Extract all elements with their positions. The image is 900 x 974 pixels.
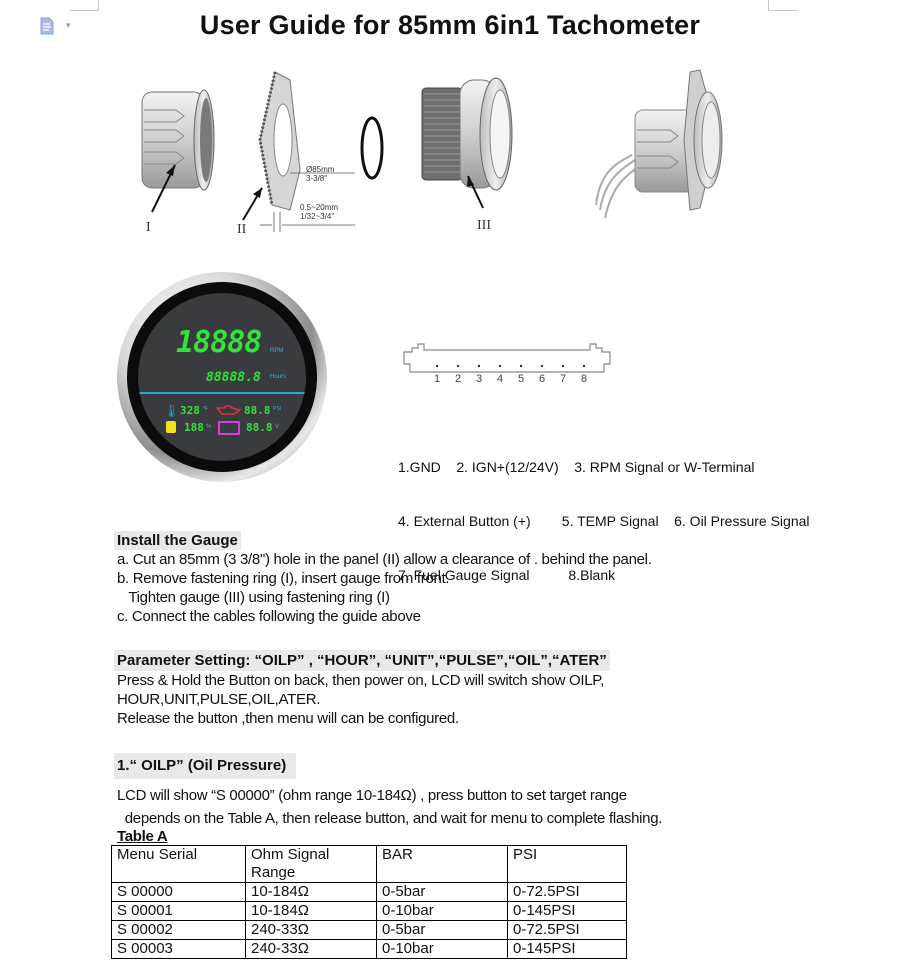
table-row bbox=[112, 921, 627, 940]
o-ring-part bbox=[362, 118, 382, 178]
pin-number-1: 1 bbox=[434, 373, 441, 385]
voltage-value: 88.8 bbox=[246, 421, 273, 434]
table-cell: 0-5bar bbox=[377, 921, 508, 940]
pin-number-8: 8 bbox=[581, 373, 588, 385]
pin-number-7: 7 bbox=[560, 373, 567, 385]
oilp-line-2: depends on the Table A, then release button, and wait for menu to complete flashing. bbox=[117, 810, 663, 827]
parameter-heading: Parameter Setting: “OILP” , “HOUR”, “UNIT”,“PULSE”,“OIL”,“ATER” bbox=[114, 650, 610, 671]
oil-can-icon bbox=[216, 403, 242, 421]
table-cell: 0-10bar bbox=[377, 940, 508, 959]
table-cell: 0-72.5PSI bbox=[508, 921, 627, 940]
table-a bbox=[111, 845, 627, 959]
display-divider bbox=[138, 392, 306, 394]
oilp-section bbox=[117, 753, 662, 844]
table-row bbox=[112, 902, 627, 921]
pinout-line-2: 4. External Button (+) 5. TEMP Signal 6. Oil Pressure Signal bbox=[398, 513, 810, 529]
hole-dimension-label: Ø85mm 3-3/8" bbox=[306, 165, 335, 183]
hours-unit: Hours bbox=[270, 374, 287, 380]
table-cell: 0-72.5PSI bbox=[508, 883, 627, 902]
table-cell: 240-33Ω bbox=[246, 940, 377, 959]
table-cell: 240-33Ω bbox=[246, 921, 377, 940]
table-cell: 0-5bar bbox=[377, 883, 508, 902]
gauge-face bbox=[138, 293, 306, 461]
table-cell: 10-184Ω bbox=[246, 883, 377, 902]
install-line-b2: Tighten gauge (III) using fastening ring (I) bbox=[117, 589, 390, 606]
document-menu-caret-icon[interactable]: ▾ bbox=[66, 20, 71, 30]
battery-icon bbox=[218, 421, 240, 435]
thickness-dimension-label: 0.5~20mm 1/32~3/4" bbox=[300, 203, 339, 221]
table-row bbox=[112, 883, 627, 902]
table-cell: 10-184Ω bbox=[246, 902, 377, 921]
install-line-b: b. Remove fastening ring (I), insert gauge from front. bbox=[117, 570, 450, 587]
pin-number-6: 6 bbox=[539, 373, 546, 385]
temperature-icon: 🌡 bbox=[164, 404, 180, 418]
install-line-a: a. Cut an 85mm (3 3/8") hole in the panel (II) allow a clearance of . behind the panel. bbox=[117, 551, 652, 568]
pin-number-2: 2 bbox=[455, 373, 462, 385]
pinout-line-3: 7. Fuel Gauge Signal 8.Blank bbox=[398, 567, 616, 583]
table-cell: 0-145PSI bbox=[508, 902, 627, 921]
table-header-cell: PSI bbox=[508, 846, 627, 883]
table-cell: 0-145PSI bbox=[508, 940, 627, 959]
hours-value: 88888.8 bbox=[206, 370, 261, 385]
fuel-icon bbox=[166, 421, 176, 433]
oilp-line-1: LCD will show “S 00000” (ohm range 10-184Ω) , press button to set target range bbox=[117, 787, 627, 804]
oil-pressure-unit: PSI bbox=[273, 406, 282, 412]
rpm-unit: RPM bbox=[270, 348, 284, 354]
connector-diagram bbox=[400, 338, 616, 376]
fuel-unit: % bbox=[206, 424, 212, 430]
table-cell: S 00002 bbox=[112, 921, 246, 940]
assembled-gauge-illustration bbox=[596, 70, 722, 218]
pin-number-4: 4 bbox=[497, 373, 504, 385]
pin-number-3: 3 bbox=[476, 373, 483, 385]
table-header-cell: Ohm Signal Range bbox=[246, 846, 377, 883]
temperature-unit: °F bbox=[203, 406, 209, 412]
temperature-value: 328 bbox=[180, 404, 200, 417]
voltage-unit: V bbox=[275, 424, 280, 430]
oil-pressure-value: 88.8 bbox=[244, 404, 271, 417]
install-line-c: c. Connect the cables following the guide above bbox=[117, 608, 421, 625]
table-header-cell: Menu Serial bbox=[112, 846, 246, 883]
rpm-value: 18888 bbox=[176, 325, 262, 360]
gauge-body-part bbox=[422, 78, 512, 190]
table-cell: S 00001 bbox=[112, 902, 246, 921]
gauge-display-photo bbox=[117, 272, 327, 482]
part-label-ii: II bbox=[237, 222, 247, 237]
table-cell: S 00003 bbox=[112, 940, 246, 959]
install-heading: Install the Gauge bbox=[114, 531, 241, 550]
table-header-row bbox=[112, 846, 627, 883]
table-a-caption: Table A bbox=[117, 828, 168, 845]
install-section bbox=[117, 531, 652, 626]
part-label-i: I bbox=[146, 220, 151, 235]
fuel-value: 188 bbox=[184, 421, 204, 434]
panel-part bbox=[260, 72, 300, 210]
oilp-heading: 1.“ OILP” (Oil Pressure) bbox=[114, 753, 296, 779]
table-cell: S 00000 bbox=[112, 883, 246, 902]
parameter-line-3: Release the button ,then menu will can be configured. bbox=[117, 710, 459, 727]
part-label-iii: III bbox=[477, 218, 491, 233]
gauge-inner-bezel bbox=[127, 282, 317, 472]
page-title: User Guide for 85mm 6in1 Tachometer bbox=[199, 10, 701, 40]
pinout-line-1: 1.GND 2. IGN+(12/24V) 3. RPM Signal or W-Terminal bbox=[398, 459, 755, 475]
table-row bbox=[112, 940, 627, 959]
parameter-line-1: Press & Hold the Button on back, then power on, LCD will switch show OILP, bbox=[117, 672, 604, 689]
parameter-line-2: HOUR,UNIT,PULSE,OIL,ATER. bbox=[117, 691, 321, 708]
pin-number-5: 5 bbox=[518, 373, 525, 385]
parameter-section bbox=[117, 650, 610, 728]
exploded-view-diagram bbox=[100, 60, 800, 250]
table-header-cell: BAR bbox=[377, 846, 508, 883]
exploded-view-svg bbox=[100, 60, 800, 250]
fastening-ring-part bbox=[142, 90, 214, 190]
table-cell: 0-10bar bbox=[377, 902, 508, 921]
